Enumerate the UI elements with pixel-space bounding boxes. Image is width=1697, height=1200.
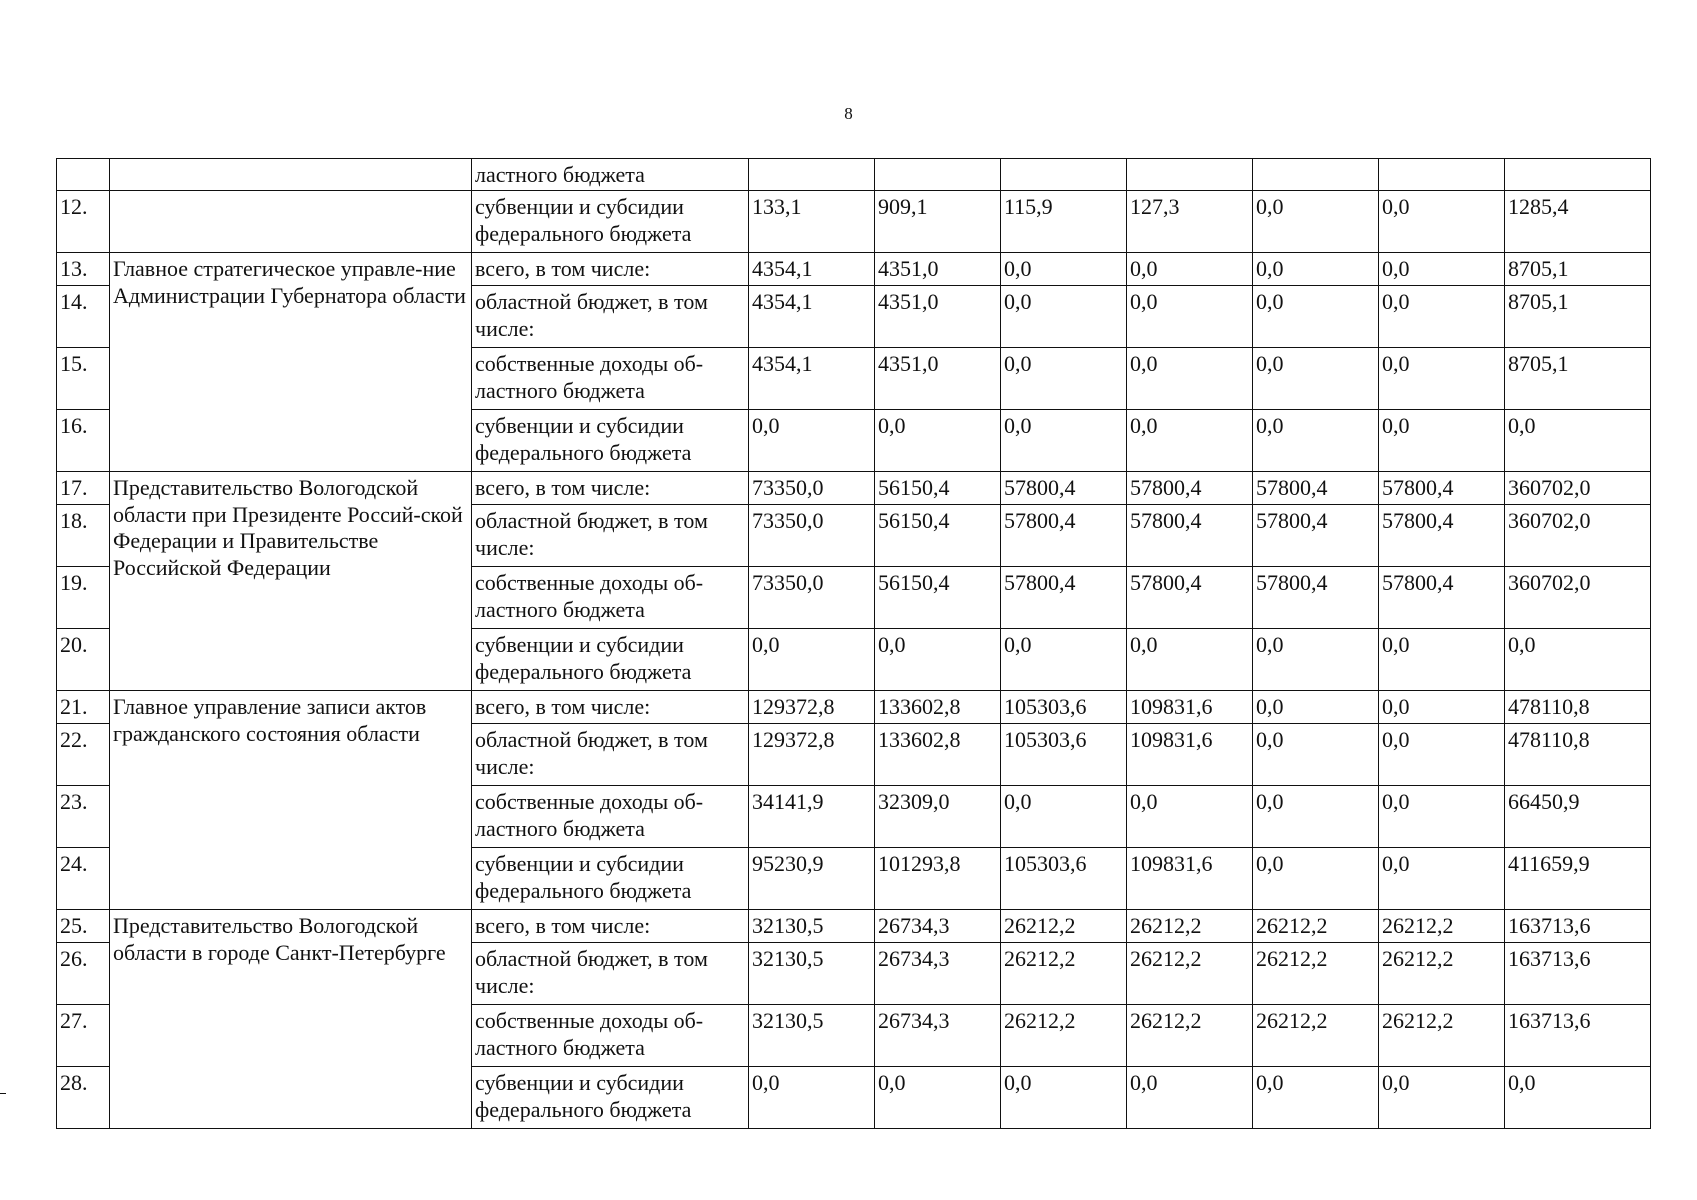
value-cell: 0,0	[1379, 724, 1505, 786]
funding-type-cell: субвенции и субсидии федерального бюджета	[472, 629, 749, 691]
total-cell: 8705,1	[1505, 253, 1651, 286]
organization-cell	[110, 191, 472, 253]
value-cell: 0,0	[1127, 786, 1253, 848]
value-cell: 133602,8	[875, 691, 1001, 724]
budget-table	[56, 158, 1651, 1129]
value-cell: 0,0	[1379, 848, 1505, 910]
value-cell: 0,0	[1001, 253, 1127, 286]
value-cell: 0,0	[1379, 348, 1505, 410]
total-cell: 478110,8	[1505, 724, 1651, 786]
funding-type-cell: всего, в том числе:	[472, 253, 749, 286]
value-cell: 26212,2	[1127, 943, 1253, 1005]
value-cell: 0,0	[1253, 786, 1379, 848]
value-cell: 0,0	[1379, 286, 1505, 348]
value-cell: 26212,2	[1001, 1005, 1127, 1067]
total-cell: 8705,1	[1505, 348, 1651, 410]
value-cell: 0,0	[1127, 348, 1253, 410]
total-cell: 360702,0	[1505, 567, 1651, 629]
value-cell: 0,0	[1001, 348, 1127, 410]
value-cell: 57800,4	[1253, 505, 1379, 567]
total-cell: 478110,8	[1505, 691, 1651, 724]
value-cell: 133,1	[749, 191, 875, 253]
value-cell: 0,0	[875, 1067, 1001, 1129]
value-cell: 26212,2	[1127, 1005, 1253, 1067]
value-cell: 0,0	[1127, 410, 1253, 472]
page-number: 8	[844, 104, 853, 123]
value-cell: 4354,1	[749, 253, 875, 286]
funding-type-cell: собственные доходы об-ластного бюджета	[472, 348, 749, 410]
funding-type-cell: собственные доходы об-ластного бюджета	[472, 567, 749, 629]
value-cell: 26212,2	[1253, 910, 1379, 943]
value-cell: 57800,4	[1127, 472, 1253, 505]
value-cell: 129372,8	[749, 691, 875, 724]
row-number-cell	[57, 159, 110, 191]
row-number-cell: 24.	[57, 848, 110, 910]
value-cell: 0,0	[1253, 410, 1379, 472]
value-cell: 26212,2	[1253, 943, 1379, 1005]
value-cell: 0,0	[1253, 286, 1379, 348]
value-cell: 56150,4	[875, 505, 1001, 567]
value-cell: 0,0	[875, 629, 1001, 691]
value-cell	[1127, 159, 1253, 191]
value-cell: 4351,0	[875, 253, 1001, 286]
value-cell: 32130,5	[749, 910, 875, 943]
value-cell: 0,0	[1379, 253, 1505, 286]
value-cell: 26212,2	[1379, 910, 1505, 943]
value-cell: 26734,3	[875, 943, 1001, 1005]
value-cell: 0,0	[1379, 410, 1505, 472]
value-cell: 26212,2	[1379, 943, 1505, 1005]
value-cell: 127,3	[1127, 191, 1253, 253]
row-number-cell: 21.	[57, 691, 110, 724]
value-cell: 34141,9	[749, 786, 875, 848]
value-cell: 0,0	[1379, 691, 1505, 724]
value-cell: 0,0	[1127, 629, 1253, 691]
value-cell: 32309,0	[875, 786, 1001, 848]
value-cell: 57800,4	[1253, 472, 1379, 505]
funding-type-cell: собственные доходы об-ластного бюджета	[472, 786, 749, 848]
total-cell: 163713,6	[1505, 943, 1651, 1005]
row-number-cell: 26.	[57, 943, 110, 1005]
total-cell: 0,0	[1505, 1067, 1651, 1129]
value-cell: 0,0	[1253, 191, 1379, 253]
value-cell: 909,1	[875, 191, 1001, 253]
value-cell: 57800,4	[1379, 472, 1505, 505]
row-number-cell: 16.	[57, 410, 110, 472]
value-cell: 57800,4	[1127, 505, 1253, 567]
funding-type-cell: всего, в том числе:	[472, 691, 749, 724]
value-cell: 0,0	[1253, 348, 1379, 410]
margin-mark	[0, 1093, 6, 1094]
value-cell: 0,0	[875, 410, 1001, 472]
funding-type-cell: субвенции и субсидии федерального бюджета	[472, 410, 749, 472]
value-cell: 26212,2	[1253, 1005, 1379, 1067]
total-cell: 360702,0	[1505, 505, 1651, 567]
funding-type-cell: субвенции и субсидии федерального бюджета	[472, 848, 749, 910]
value-cell: 57800,4	[1001, 567, 1127, 629]
value-cell: 0,0	[1379, 629, 1505, 691]
total-cell: 411659,9	[1505, 848, 1651, 910]
organization-cell: Представительство Вологодской области в городе Санкт-Петербурге	[110, 910, 472, 1129]
total-cell	[1505, 159, 1651, 191]
value-cell: 57800,4	[1127, 567, 1253, 629]
value-cell: 73350,0	[749, 505, 875, 567]
value-cell: 109831,6	[1127, 724, 1253, 786]
value-cell: 0,0	[1001, 410, 1127, 472]
value-cell: 0,0	[1127, 253, 1253, 286]
value-cell: 73350,0	[749, 567, 875, 629]
value-cell: 56150,4	[875, 472, 1001, 505]
value-cell: 4351,0	[875, 348, 1001, 410]
row-number-cell: 18.	[57, 505, 110, 567]
row-number-cell: 13.	[57, 253, 110, 286]
value-cell: 4354,1	[749, 348, 875, 410]
value-cell: 4354,1	[749, 286, 875, 348]
value-cell: 0,0	[1127, 1067, 1253, 1129]
value-cell: 0,0	[1253, 253, 1379, 286]
value-cell: 0,0	[1253, 848, 1379, 910]
value-cell: 26212,2	[1001, 943, 1127, 1005]
table-row	[57, 691, 1651, 724]
value-cell: 57800,4	[1379, 567, 1505, 629]
value-cell: 0,0	[749, 629, 875, 691]
table-row	[57, 253, 1651, 286]
value-cell: 0,0	[1253, 1067, 1379, 1129]
total-cell: 66450,9	[1505, 786, 1651, 848]
value-cell: 0,0	[1253, 629, 1379, 691]
value-cell: 95230,9	[749, 848, 875, 910]
value-cell: 0,0	[1253, 724, 1379, 786]
value-cell: 26734,3	[875, 1005, 1001, 1067]
value-cell: 0,0	[1379, 1067, 1505, 1129]
row-number-cell: 22.	[57, 724, 110, 786]
table-body	[57, 159, 1651, 1129]
total-cell: 0,0	[1505, 629, 1651, 691]
value-cell: 32130,5	[749, 943, 875, 1005]
row-number-cell: 20.	[57, 629, 110, 691]
total-cell: 360702,0	[1505, 472, 1651, 505]
value-cell: 0,0	[1001, 786, 1127, 848]
total-cell: 1285,4	[1505, 191, 1651, 253]
value-cell: 105303,6	[1001, 724, 1127, 786]
funding-type-cell: ластного бюджета	[472, 159, 749, 191]
value-cell: 101293,8	[875, 848, 1001, 910]
value-cell: 26212,2	[1001, 910, 1127, 943]
value-cell: 32130,5	[749, 1005, 875, 1067]
organization-cell: Представительство Вологодской области при Президенте Россий-ской Федерации и Правительстве Российской Федерации	[110, 472, 472, 691]
value-cell: 4351,0	[875, 286, 1001, 348]
funding-type-cell: областной бюджет, в том числе:	[472, 505, 749, 567]
total-cell: 163713,6	[1505, 910, 1651, 943]
row-number-cell: 28.	[57, 1067, 110, 1129]
value-cell: 109831,6	[1127, 848, 1253, 910]
row-number-cell: 14.	[57, 286, 110, 348]
value-cell: 0,0	[1001, 1067, 1127, 1129]
value-cell: 26734,3	[875, 910, 1001, 943]
funding-type-cell: всего, в том числе:	[472, 472, 749, 505]
row-number-cell: 19.	[57, 567, 110, 629]
total-cell: 0,0	[1505, 410, 1651, 472]
organization-cell: Главное стратегическое управле-ние Администрации Губернатора области	[110, 253, 472, 472]
value-cell: 129372,8	[749, 724, 875, 786]
value-cell: 0,0	[1001, 629, 1127, 691]
row-number-cell: 12.	[57, 191, 110, 253]
value-cell: 26212,2	[1127, 910, 1253, 943]
funding-type-cell: субвенции и субсидии федерального бюджета	[472, 1067, 749, 1129]
value-cell: 105303,6	[1001, 691, 1127, 724]
funding-type-cell: субвенции и субсидии федерального бюджета	[472, 191, 749, 253]
value-cell: 57800,4	[1001, 505, 1127, 567]
row-number-cell: 23.	[57, 786, 110, 848]
value-cell: 0,0	[749, 410, 875, 472]
value-cell	[875, 159, 1001, 191]
organization-cell	[110, 159, 472, 191]
organization-cell: Главное управление записи актов гражданского состояния области	[110, 691, 472, 910]
value-cell: 26212,2	[1379, 1005, 1505, 1067]
value-cell: 73350,0	[749, 472, 875, 505]
value-cell	[1379, 159, 1505, 191]
value-cell: 0,0	[1127, 286, 1253, 348]
row-number-cell: 15.	[57, 348, 110, 410]
value-cell: 57800,4	[1379, 505, 1505, 567]
value-cell: 0,0	[1253, 691, 1379, 724]
table-row	[57, 910, 1651, 943]
row-number-cell: 25.	[57, 910, 110, 943]
funding-type-cell: областной бюджет, в том числе:	[472, 943, 749, 1005]
funding-type-cell: областной бюджет, в том числе:	[472, 724, 749, 786]
value-cell: 105303,6	[1001, 848, 1127, 910]
value-cell: 0,0	[1379, 786, 1505, 848]
value-cell	[1001, 159, 1127, 191]
total-cell: 163713,6	[1505, 1005, 1651, 1067]
table-row	[57, 191, 1651, 253]
value-cell: 115,9	[1001, 191, 1127, 253]
row-number-cell: 17.	[57, 472, 110, 505]
value-cell: 57800,4	[1253, 567, 1379, 629]
value-cell: 0,0	[1379, 191, 1505, 253]
table-row-continued	[57, 159, 1651, 191]
value-cell: 109831,6	[1127, 691, 1253, 724]
value-cell: 0,0	[749, 1067, 875, 1129]
row-number-cell: 27.	[57, 1005, 110, 1067]
funding-type-cell: всего, в том числе:	[472, 910, 749, 943]
value-cell: 133602,8	[875, 724, 1001, 786]
funding-type-cell: областной бюджет, в том числе:	[472, 286, 749, 348]
value-cell: 0,0	[1001, 286, 1127, 348]
funding-type-cell: собственные доходы об-ластного бюджета	[472, 1005, 749, 1067]
value-cell	[749, 159, 875, 191]
table-row	[57, 472, 1651, 505]
value-cell: 57800,4	[1001, 472, 1127, 505]
value-cell	[1253, 159, 1379, 191]
value-cell: 56150,4	[875, 567, 1001, 629]
total-cell: 8705,1	[1505, 286, 1651, 348]
